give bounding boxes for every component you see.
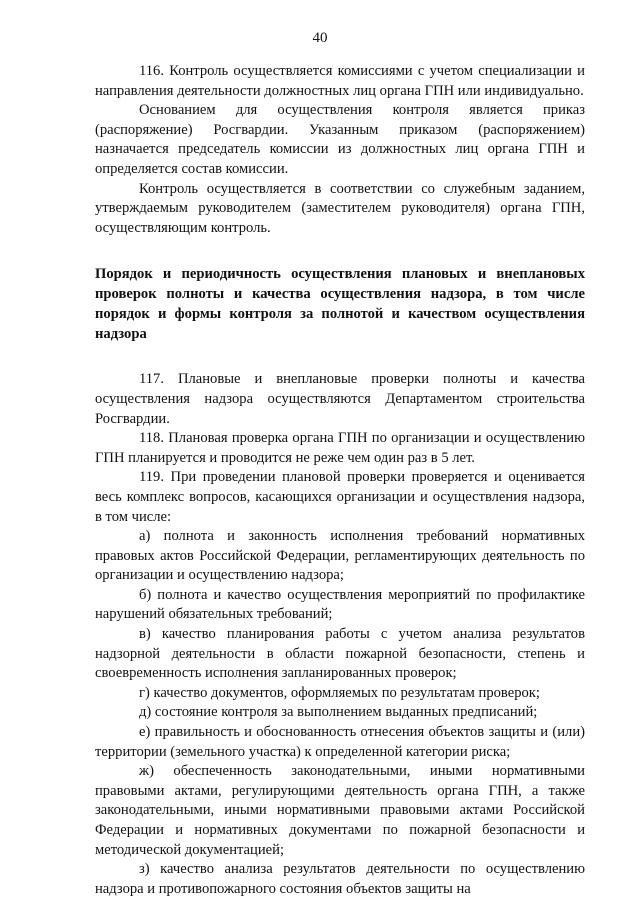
list-item-g: г) качество документов, оформляемых по результатам проверок; — [139, 684, 540, 701]
paragraph-basis: Основанием для осуществления контроля является приказ (распоряжение) Росгвардии. Указанным приказом (распоряжением) назначается председатель комиссии из должностных лиц органа ГПН и определяется состав комиссии. — [95, 102, 585, 177]
list-item-d: д) состояние контроля за выполнением выданных предписаний; — [139, 704, 538, 721]
list-item-z: з) качество анализа результатов деятельности по осуществлению надзора и противопожарного состояния объектов защиты на — [95, 861, 585, 897]
list-item-v: в) качество планирования работы с учетом анализа результатов надзорной деятельности в области пожарной безопасности, степень и своевременность исполнения запланированных проверок; — [95, 626, 585, 682]
paragraph-117: 117. Плановые и внеплановые проверки полноты и качества осуществления надзора осуществляются Департаментом строительства Росгвардии. — [95, 371, 585, 427]
list-item-a: а) полнота и законность исполнения требований нормативных правовых актов Российской Федерации, регламентирующих деятельность по организации и осуществлению надзора; — [95, 528, 585, 584]
section-heading: Порядок и периодичность осуществления плановых и внеплановых проверок полноты и качества осуществления надзора, в том числе порядок и формы контроля за полнотой и качеством осуществления надзора — [95, 266, 585, 343]
paragraph-116: 116. Контроль осуществляется комиссиями с учетом специализации и направления деятельности должностных лиц органа ГПН или индивидуально. — [95, 63, 585, 99]
page-number: 40 — [312, 30, 328, 46]
paragraph-118: 118. Плановая проверка органа ГПН по организации и осуществлению ГПН планируется и проводится не реже чем один раз в 5 лет. — [95, 430, 585, 466]
document-body — [95, 62, 585, 899]
paragraph-assignment: Контроль осуществляется в соответствии со служебным заданием, утверждаемым руководителем (заместителем руководителя) органа ГПН, осуществляющим контроль. — [95, 180, 585, 236]
list-item-b: б) полнота и качество осуществления мероприятий по профилактике нарушений обязательных требований; — [95, 586, 585, 623]
paragraph-119: 119. При проведении плановой проверки проверяется и оценивается весь комплекс вопросов, касающихся организации и осуществления надзора, в том числе: — [95, 469, 585, 525]
list-item-zh: ж) обеспеченность законодательными, иными нормативными правовыми актами, регулирующими деятельность органа ГПН, а также законодательными, иными нормативными правовыми актами Российской Федерации и нормативных документами по пожарной безопасности и методической документацией; — [95, 763, 585, 858]
list-item-e: е) правильность и обоснованность отнесения объектов защиты и (или) территории (земельного участка) к определенной категории риска; — [95, 724, 585, 760]
